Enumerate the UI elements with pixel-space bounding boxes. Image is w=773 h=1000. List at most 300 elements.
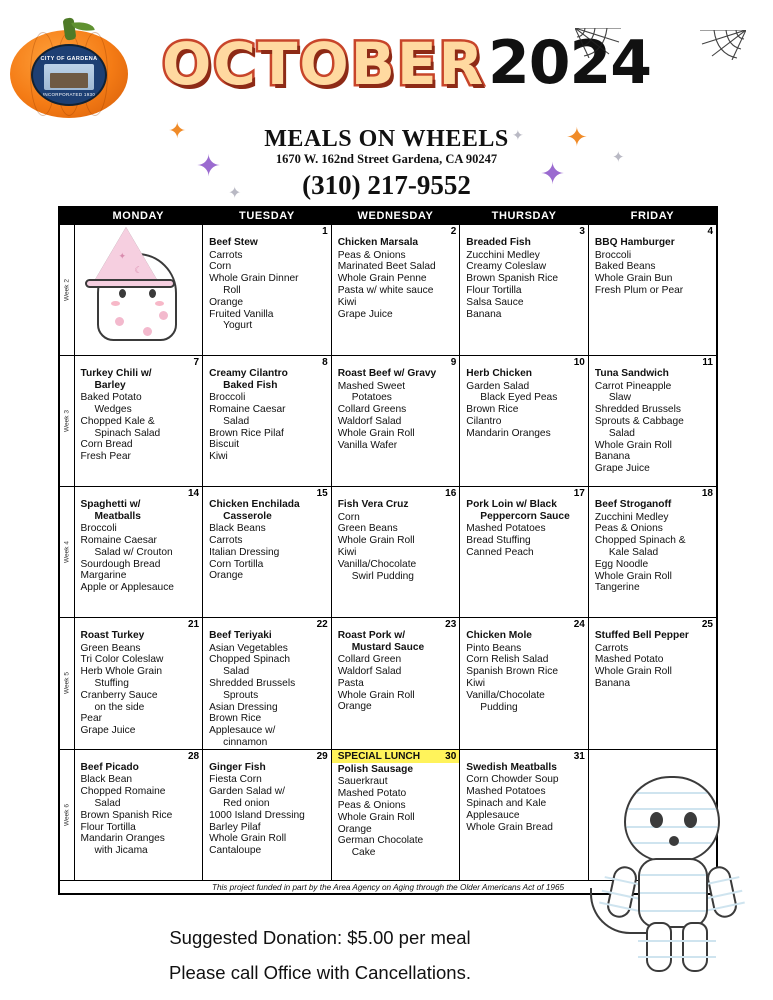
side-item: Corn Bread [80, 439, 133, 451]
side-item: Biscuit [209, 439, 240, 451]
side-item: Apple or Applesauce [80, 582, 174, 594]
side-item: Kiwi [337, 546, 357, 558]
cancellations-text: Please call Office with Cancellations. [169, 962, 471, 983]
side-item: Broccoli [80, 523, 117, 535]
side-item: Garden Salad w/ [209, 786, 285, 798]
week-label-cell [59, 487, 74, 618]
special-lunch-banner: SPECIAL LUNCH [332, 750, 460, 763]
header [0, 0, 773, 205]
day-number: 29 [316, 750, 328, 762]
side-item: Flour Tortilla [80, 821, 136, 833]
entree-name: Roast Pork w/ Mustard Sauce [332, 618, 460, 653]
calendar-week-row [59, 618, 717, 750]
week-label-cell [59, 618, 74, 750]
side-item: Swirl Pudding [351, 570, 414, 582]
side-item: Peas & Onions [337, 249, 406, 261]
entree-name: Roast Turkey [80, 630, 145, 641]
entree-name-line2: Baked Fish [223, 379, 278, 391]
city-seal-emblem [44, 64, 94, 90]
mummy-arm-right [705, 864, 739, 920]
side-item: Applesauce [466, 809, 520, 821]
month-title: OCTOBER [162, 30, 486, 98]
side-item: Corn Relish Salad [466, 654, 549, 666]
side-item: Margarine [80, 570, 127, 582]
calendar-day-cell [203, 225, 332, 356]
hat-star-icon: ✦ [118, 251, 127, 261]
calendar-day-cell-empty [74, 225, 203, 356]
mummy-leg-left [646, 922, 672, 972]
side-item: Brown Spanish Rice [466, 273, 559, 285]
weekday-header-tuesday: TUESDAY [203, 207, 332, 225]
entree-name: Beef Picado [80, 761, 139, 773]
side-item: Whole Grain Roll [337, 689, 415, 701]
hat-moon-icon: ☾ [134, 265, 143, 275]
suggested-donation-text: Suggested Donation: $5.00 per meal [169, 927, 471, 948]
side-item: Asian Vegetables [209, 642, 288, 654]
side-item: Chopped Romaine [80, 786, 166, 798]
entree-name: Beef Teriyaki [209, 630, 272, 641]
entree-name: Breaded Fish [466, 237, 531, 248]
side-item: Whole Grain Roll [337, 811, 415, 823]
weekday-header-monday: MONDAY [74, 207, 203, 225]
calendar-day-cell [460, 749, 589, 880]
side-item: Roll [223, 284, 241, 296]
calendar-day-cell [331, 225, 460, 356]
side-item: Tri Color Coleslaw [80, 654, 164, 666]
side-item: Fresh Plum or Pear [594, 284, 684, 296]
sparkle-icon: ✦ [196, 150, 222, 183]
sparkle-icon: ✦ [228, 185, 242, 202]
side-items-list [460, 643, 588, 714]
side-item: Collard Green [337, 654, 402, 666]
entree-name-line2: Meatballs [94, 510, 141, 522]
week-label: Week 6 [63, 803, 71, 826]
side-items-list [589, 512, 716, 595]
side-item: Garden Salad [466, 380, 530, 392]
day-number: 15 [316, 488, 328, 499]
calendar-day-cell [460, 487, 589, 618]
side-item: Corn Chowder Soup [466, 774, 559, 786]
day-number: 30 [445, 750, 457, 762]
side-item: Chopped Spinach & [594, 535, 686, 547]
day-number: 8 [322, 357, 328, 368]
city-of-gardena-pumpkin-logo [10, 18, 128, 118]
side-item: Whole Grain Roll [337, 427, 415, 439]
side-items-list [332, 654, 460, 713]
side-item: Whole Grain Roll [337, 535, 415, 547]
side-item: Orange [209, 570, 244, 582]
side-item: German Chocolate [337, 835, 424, 847]
side-item: Italian Dressing [209, 546, 280, 558]
side-items-list [75, 643, 203, 737]
calendar-day-cell [74, 618, 203, 750]
week-label: Week 2 [63, 279, 71, 301]
day-number: 31 [573, 750, 585, 762]
side-items-list [589, 381, 716, 475]
calendar-week-row [59, 356, 717, 487]
entree-name: Herb Chicken [466, 368, 532, 379]
side-item: Green Beans [337, 523, 398, 535]
ghost-cheek-left [111, 301, 120, 306]
side-item: Corn [209, 261, 232, 273]
calendar-week-row [59, 225, 717, 356]
side-item: with Jicama [94, 845, 148, 857]
entree-name: Tuna Sandwich [594, 368, 669, 379]
sparkle-icon: ✦ [612, 149, 625, 166]
side-item: Sauerkraut [337, 776, 388, 788]
entree-name-line2: Peppercorn Sauce [480, 510, 570, 522]
entree-name-line2: Casserole [223, 510, 272, 522]
side-item: Spanish Brown Rice [466, 666, 559, 678]
side-item: Zucchini Medley [594, 511, 669, 523]
calendar-day-cell [331, 749, 460, 880]
side-item: Slaw [608, 392, 631, 404]
side-item: cinnamon [223, 736, 268, 748]
calendar-day-cell [74, 356, 203, 487]
sparkle-icon: ✦ [168, 118, 187, 143]
side-item: Kiwi [337, 296, 357, 308]
side-item: Black Eyed Peas [480, 392, 558, 404]
weekday-header-row [59, 207, 717, 225]
side-item: Egg Noodle [594, 558, 649, 570]
side-item: Salad [94, 797, 121, 809]
side-item: Baked Beans [594, 261, 656, 273]
side-item: Banana [466, 308, 502, 320]
ghost-cheek-right [155, 301, 164, 306]
entree-name: Turkey Chili w/ Barley [75, 356, 203, 391]
organization-phone: (310) 217-9552 [302, 170, 471, 200]
side-items-list [203, 392, 331, 463]
week-label-cell [59, 356, 74, 487]
day-number: 14 [187, 488, 200, 499]
mummy-eye-left [650, 812, 663, 828]
side-item: Carrots [594, 642, 629, 654]
mummy-leg-right [682, 922, 708, 972]
side-item: Pinto Beans [466, 642, 522, 654]
side-item: Sprouts & Cabbage [594, 415, 684, 427]
side-item: Romaine Caesar [209, 403, 286, 415]
week-label-cell [59, 225, 74, 356]
city-seal-bottom-text: INCORPORATED 1930 [42, 91, 96, 97]
side-item: Whole Grain Bun [594, 273, 673, 285]
day-number: 24 [573, 619, 585, 630]
day-number: 28 [187, 750, 200, 762]
week-label-cell [59, 749, 74, 880]
side-item: Peas & Onions [594, 523, 663, 535]
side-item: Kiwi [466, 677, 485, 689]
side-item: Orange [337, 823, 372, 835]
calendar-day-cell [331, 356, 460, 487]
weekday-header-thursday: THURSDAY [460, 207, 589, 225]
day-number: 23 [445, 619, 457, 630]
calendar-day-cell [203, 487, 332, 618]
side-item: Vanilla/Chocolate [337, 558, 417, 570]
side-items-list [460, 381, 588, 440]
side-item: Red onion [223, 797, 270, 809]
calendar-week-row [59, 487, 717, 618]
side-item: Waldorf Salad [337, 665, 402, 677]
day-number: 7 [193, 357, 200, 368]
calendar-day-cell [460, 356, 589, 487]
side-item: Tangerine [594, 582, 640, 594]
side-item: Chopped Kale & [80, 415, 155, 427]
side-item: Potatoes [351, 392, 392, 404]
calendar-day-cell [460, 618, 589, 750]
side-item: Carrot Pineapple [594, 380, 672, 392]
mummy-body [638, 858, 708, 928]
ghost-eye-left [119, 289, 126, 298]
city-seal-top-text: CITY OF GARDENA [40, 55, 98, 62]
day-number: 10 [573, 357, 585, 368]
calendar-day-cell [331, 618, 460, 750]
side-item: Marinated Beet Salad [337, 261, 436, 273]
side-item: Creamy Coleslaw [466, 261, 547, 273]
entree-name: Beef Stroganoff [594, 499, 672, 510]
side-item: Brown Spanish Rice [80, 809, 173, 821]
side-items-list [203, 643, 331, 749]
day-number: 17 [573, 488, 585, 499]
sparkle-icon: ✦ [540, 158, 566, 191]
year-title: 2024 [488, 28, 651, 98]
calendar-day-cell [460, 225, 589, 356]
day-number: 1 [322, 226, 328, 237]
entree-name: Swedish Meatballs [466, 761, 557, 773]
calendar-day-cell [203, 749, 332, 880]
side-item: Vanilla/Chocolate [466, 689, 545, 701]
entree-name: Beef Stew [209, 237, 258, 248]
side-item: Peas & Onions [337, 799, 406, 811]
side-item: on the side [94, 701, 145, 713]
side-item: Broccoli [594, 249, 632, 261]
weekday-header-friday: FRIDAY [588, 207, 717, 225]
side-item: Zucchini Medley [466, 249, 540, 261]
calendar-day-cell [331, 487, 460, 618]
side-item: Whole Grain Roll [594, 666, 672, 678]
calendar-day-cell [588, 225, 717, 356]
side-items-list [332, 381, 460, 452]
side-items-list [203, 774, 331, 857]
side-item: Grape Juice [337, 308, 393, 320]
entree-name: Stuffed Bell Pepper [594, 630, 689, 641]
side-item: Corn Tortilla [209, 558, 264, 570]
side-item: Salad [608, 427, 635, 439]
entree-name-line2: Barley [94, 379, 126, 391]
calendar-day-cell [588, 618, 717, 750]
side-item: Whole Grain Penne [337, 273, 427, 285]
side-item: Mashed Sweet [337, 380, 406, 392]
side-item: Yogurt [223, 320, 253, 332]
ghost-flower-icon [159, 311, 168, 320]
side-item: Salad w/ Crouton [94, 546, 173, 558]
entree-name: Chicken Mole [466, 630, 532, 641]
side-item: Banana [594, 451, 630, 463]
witch-hat-brim [85, 279, 175, 288]
entree-name: Chicken Enchilada Casserole [203, 487, 331, 522]
side-item: Orange [209, 296, 244, 308]
side-item: Cilantro [466, 415, 502, 427]
side-item: Spinach and Kale [466, 797, 547, 809]
day-number: 25 [701, 619, 713, 630]
calendar-day-cell [588, 356, 717, 487]
entree-name: Ginger Fish [209, 761, 266, 773]
side-item: Whole Grain Roll [594, 570, 672, 582]
entree-name: Fish Vera Cruz [337, 499, 409, 510]
side-item: Kale Salad [608, 546, 659, 558]
entree-name-line2: Mustard Sauce [351, 641, 425, 653]
side-items-list [460, 523, 588, 558]
side-item: Baked Potato [80, 392, 142, 404]
side-item: Black Beans [209, 523, 266, 535]
side-item: Herb Whole Grain [80, 666, 163, 678]
side-item: Carrots [209, 534, 243, 546]
mummy-head [624, 776, 720, 862]
side-items-list [75, 774, 203, 857]
side-item: Mandarin Oranges [466, 427, 551, 439]
side-item: Brown Rice [466, 404, 519, 416]
side-item: Cake [351, 847, 376, 859]
calendar-day-cell [203, 356, 332, 487]
side-item: Vanilla Wafer [337, 439, 398, 451]
spiderweb-icon [575, 28, 621, 58]
pumpkin-stem-icon [63, 17, 77, 40]
side-item: Chopped Spinach [209, 654, 291, 666]
sparkle-icon: ✦ [512, 127, 524, 143]
organization-address: 1670 W. 162nd Street Gardena, CA 90247 [275, 152, 498, 166]
week-label: Week 5 [63, 672, 71, 695]
calendar-day-cell [588, 487, 717, 618]
funding-note: This project funded in part by the Area Agency on Aging through the Older Americans Act of 1965 [59, 880, 717, 894]
side-item: Stuffing [94, 677, 129, 689]
spiderweb-icon [700, 30, 746, 60]
week-label: Week 3 [63, 410, 71, 432]
side-item: Salad [223, 415, 250, 427]
side-items-list [75, 392, 203, 463]
side-item: Collard Greens [337, 404, 407, 416]
entree-name: Spaghetti w/ Meatballs [75, 487, 203, 522]
side-items-list [203, 250, 331, 333]
side-items-list [460, 250, 588, 321]
day-number: 4 [707, 226, 713, 237]
ghost-illustration [83, 229, 191, 347]
entree-name: Chicken Marsala [337, 237, 419, 248]
organization-title: MEALS ON WHEELS [264, 126, 509, 152]
side-item: Orange [337, 701, 372, 713]
side-items-list [75, 523, 203, 594]
side-item: Salad [223, 666, 250, 678]
side-item: Grape Juice [594, 463, 650, 475]
side-item: Whole Grain Dinner [209, 273, 299, 285]
side-item: Spinach Salad [94, 427, 161, 439]
side-items-list [203, 523, 331, 582]
side-item: Black Bean [80, 774, 133, 786]
week-column-header [59, 207, 74, 225]
side-items-list [589, 643, 716, 690]
side-items-list [460, 774, 588, 833]
side-item: Mandarin Oranges [80, 833, 165, 845]
ghost-flower-icon [115, 317, 124, 326]
side-item: Romaine Caesar [80, 534, 157, 546]
side-item: Flour Tortilla [466, 284, 522, 296]
day-number: 9 [450, 357, 457, 368]
week-label: Week 4 [63, 541, 71, 563]
side-item: Shredded Brussels [209, 677, 296, 689]
side-item: Asian Dressing [209, 701, 278, 713]
city-seal-icon [31, 44, 107, 106]
side-item: Bread Stuffing [466, 534, 531, 546]
day-number: 11 [702, 357, 713, 368]
side-item: Brown Rice Pilaf [209, 427, 284, 439]
side-item: Fiesta Corn [209, 774, 262, 786]
side-item: Wedges [94, 403, 132, 415]
side-item: Barley Pilaf [209, 821, 261, 833]
entree-name: BBQ Hamburger [594, 237, 675, 248]
side-item: Whole Grain Bread [466, 821, 553, 833]
calendar-day-cell [203, 618, 332, 750]
side-item: Mashed Potato [337, 788, 407, 800]
side-item: Applesauce w/ [209, 725, 276, 737]
side-item: Carrots [209, 249, 243, 261]
side-item: Sprouts [223, 689, 259, 701]
side-item: Sourdough Bread [80, 558, 161, 570]
side-item: Fresh Pear [80, 451, 131, 463]
side-item: Pudding [480, 701, 518, 713]
day-number: 22 [316, 619, 328, 630]
side-item: Corn [337, 511, 360, 523]
side-item: Broccoli [209, 392, 246, 404]
side-item: Whole Grain Roll [594, 439, 672, 451]
side-item: Banana [594, 677, 630, 689]
side-item: Waldorf Salad [337, 415, 402, 427]
mummy-mouth [669, 836, 679, 846]
side-item: Cantaloupe [209, 845, 262, 857]
side-item: Salsa Sauce [466, 296, 524, 308]
day-number: 21 [187, 619, 200, 630]
calendar-day-cell [74, 749, 203, 880]
mummy-eye-right [684, 812, 697, 828]
ghost-eye-right [149, 289, 156, 298]
entree-name: Polish Sausage [337, 763, 413, 775]
entree-name: Roast Beef w/ Gravy [337, 368, 437, 379]
side-item: Mashed Potatoes [466, 523, 546, 535]
side-item: Canned Peach [466, 546, 534, 558]
side-items-list [332, 512, 460, 583]
side-item: Grape Juice [80, 725, 136, 737]
side-item: Pasta [337, 677, 364, 689]
side-item: Pear [80, 713, 103, 725]
side-item: Mashed Potato [594, 654, 664, 666]
calendar-day-cell [74, 487, 203, 618]
side-item: Whole Grain Roll [209, 833, 287, 845]
side-item: 1000 Island Dressing [209, 809, 305, 821]
side-item: Fruited Vanilla [209, 308, 274, 320]
side-item: Cranberry Sauce [80, 689, 158, 701]
entree-name: Creamy Cilantro Baked Fish [203, 356, 331, 391]
side-items-list [332, 250, 460, 321]
weekday-header-wednesday: WEDNESDAY [331, 207, 460, 225]
side-item: Kiwi [209, 451, 228, 463]
side-item: Pasta w/ white sauce [337, 284, 434, 296]
side-items-list [589, 250, 716, 297]
day-number: 2 [450, 226, 457, 237]
sparkle-icon: ✦ [566, 122, 588, 152]
day-number: 3 [579, 226, 585, 237]
side-item: Shredded Brussels [594, 404, 681, 416]
side-item: Green Beans [80, 642, 141, 654]
side-items-list [332, 776, 460, 859]
side-item: Mashed Potatoes [466, 786, 546, 798]
entree-name: Pork Loin w/ Black Peppercorn Sauce [460, 487, 588, 522]
day-number: 18 [701, 488, 713, 499]
